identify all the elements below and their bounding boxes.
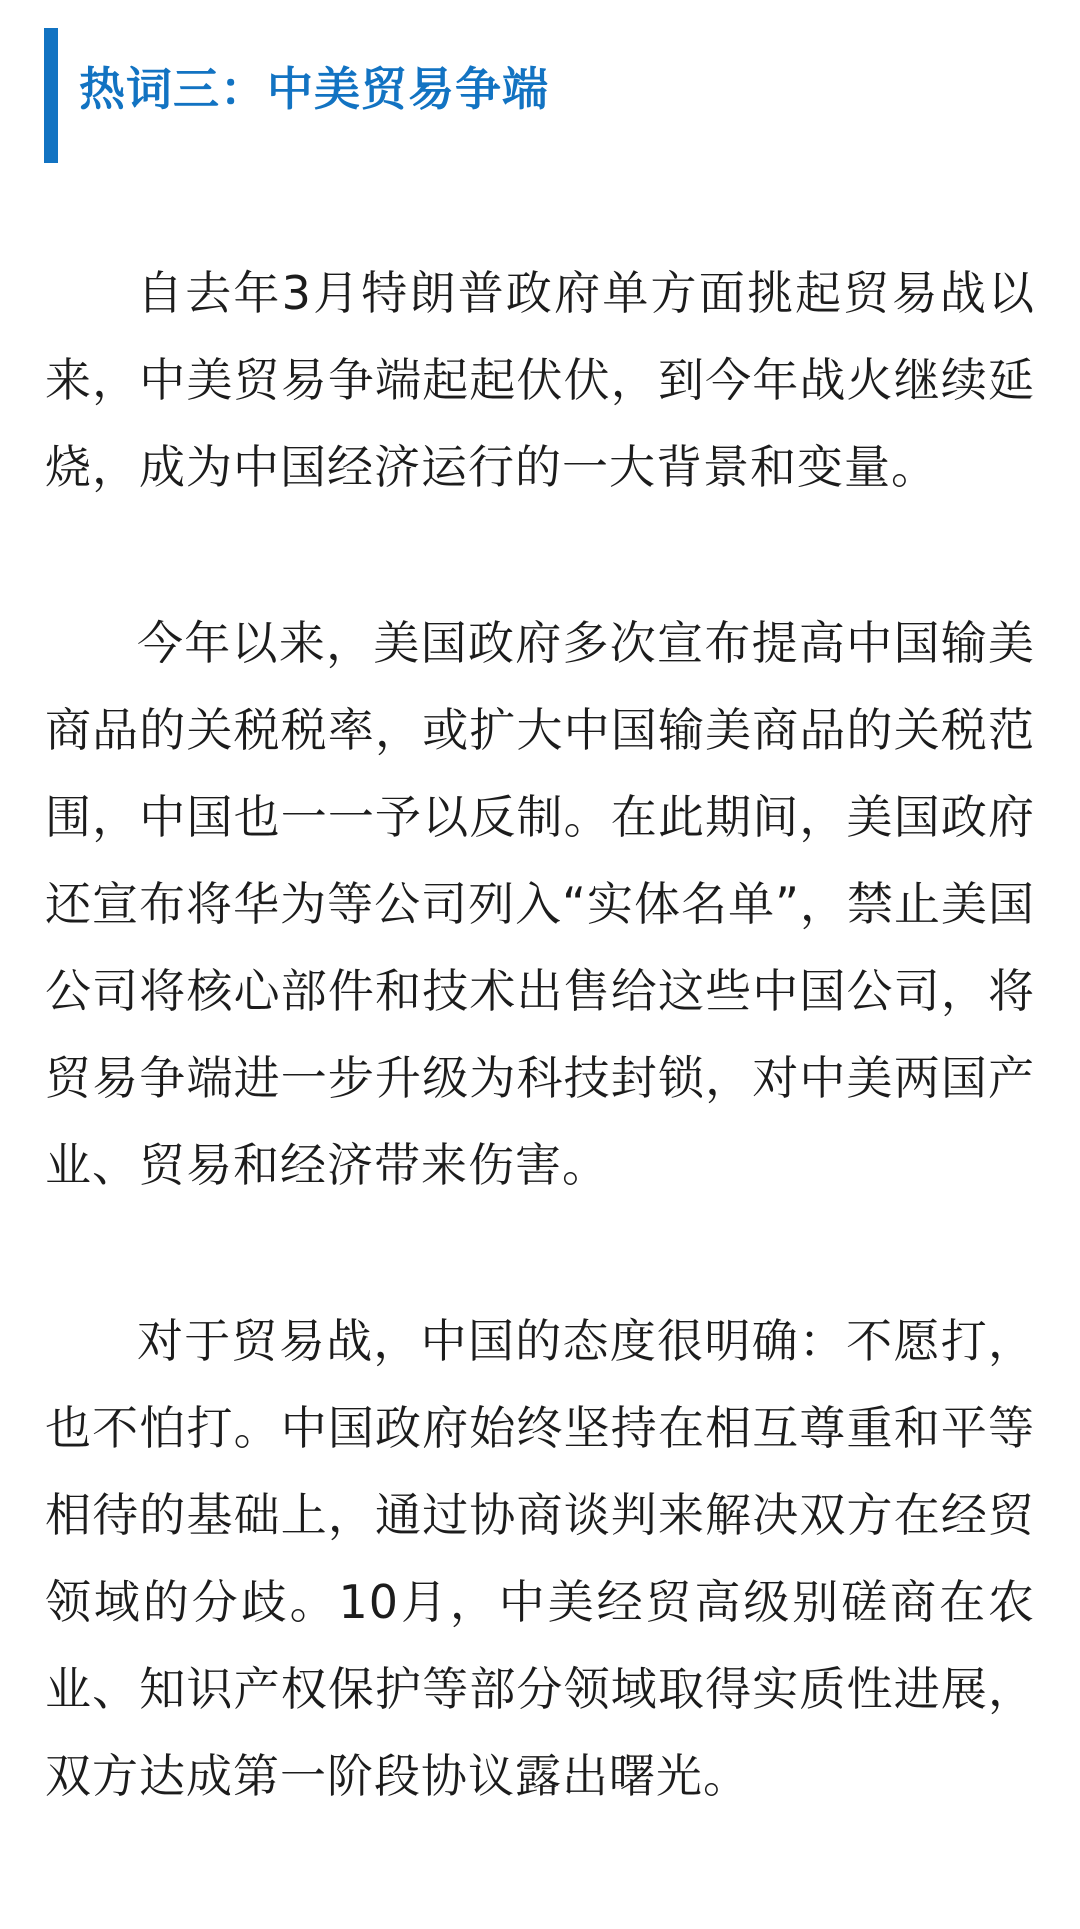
heading-accent-bar <box>44 28 58 163</box>
article-body <box>45 250 1035 1820</box>
section-heading <box>44 28 1034 163</box>
paragraph-3: 对于贸易战，中国的态度很明确：不愿打，也不怕打。中国政府始终坚持在相互尊重和平等相待的基础上，通过协商谈判来解决双方在经贸领域的分歧。10月，中美经贸高级别磋商在农业、知识产权保护等部分领域取得实质性进展，双方达成第一阶段协议露出曙光。 <box>45 1314 1035 1803</box>
heading-title: 热词三：中美贸易争端 <box>79 62 549 116</box>
paragraph-1: 自去年3月特朗普政府单方面挑起贸易战以来，中美贸易争端起起伏伏，到今年战火继续延烧，成为中国经济运行的一大背景和变量。 <box>45 266 1035 494</box>
paragraph-2: 今年以来，美国政府多次宣布提高中国输美商品的关税税率，或扩大中国输美商品的关税范围，中国也一一予以反制。在此期间，美国政府还宣布将华为等公司列入“实体名单”，禁止美国公司将核心部件和技术出售给这些中国公司，将贸易争端进一步升级为科技封锁，对中美两国产业、贸易和经济带来伤害。 <box>45 616 1035 1192</box>
